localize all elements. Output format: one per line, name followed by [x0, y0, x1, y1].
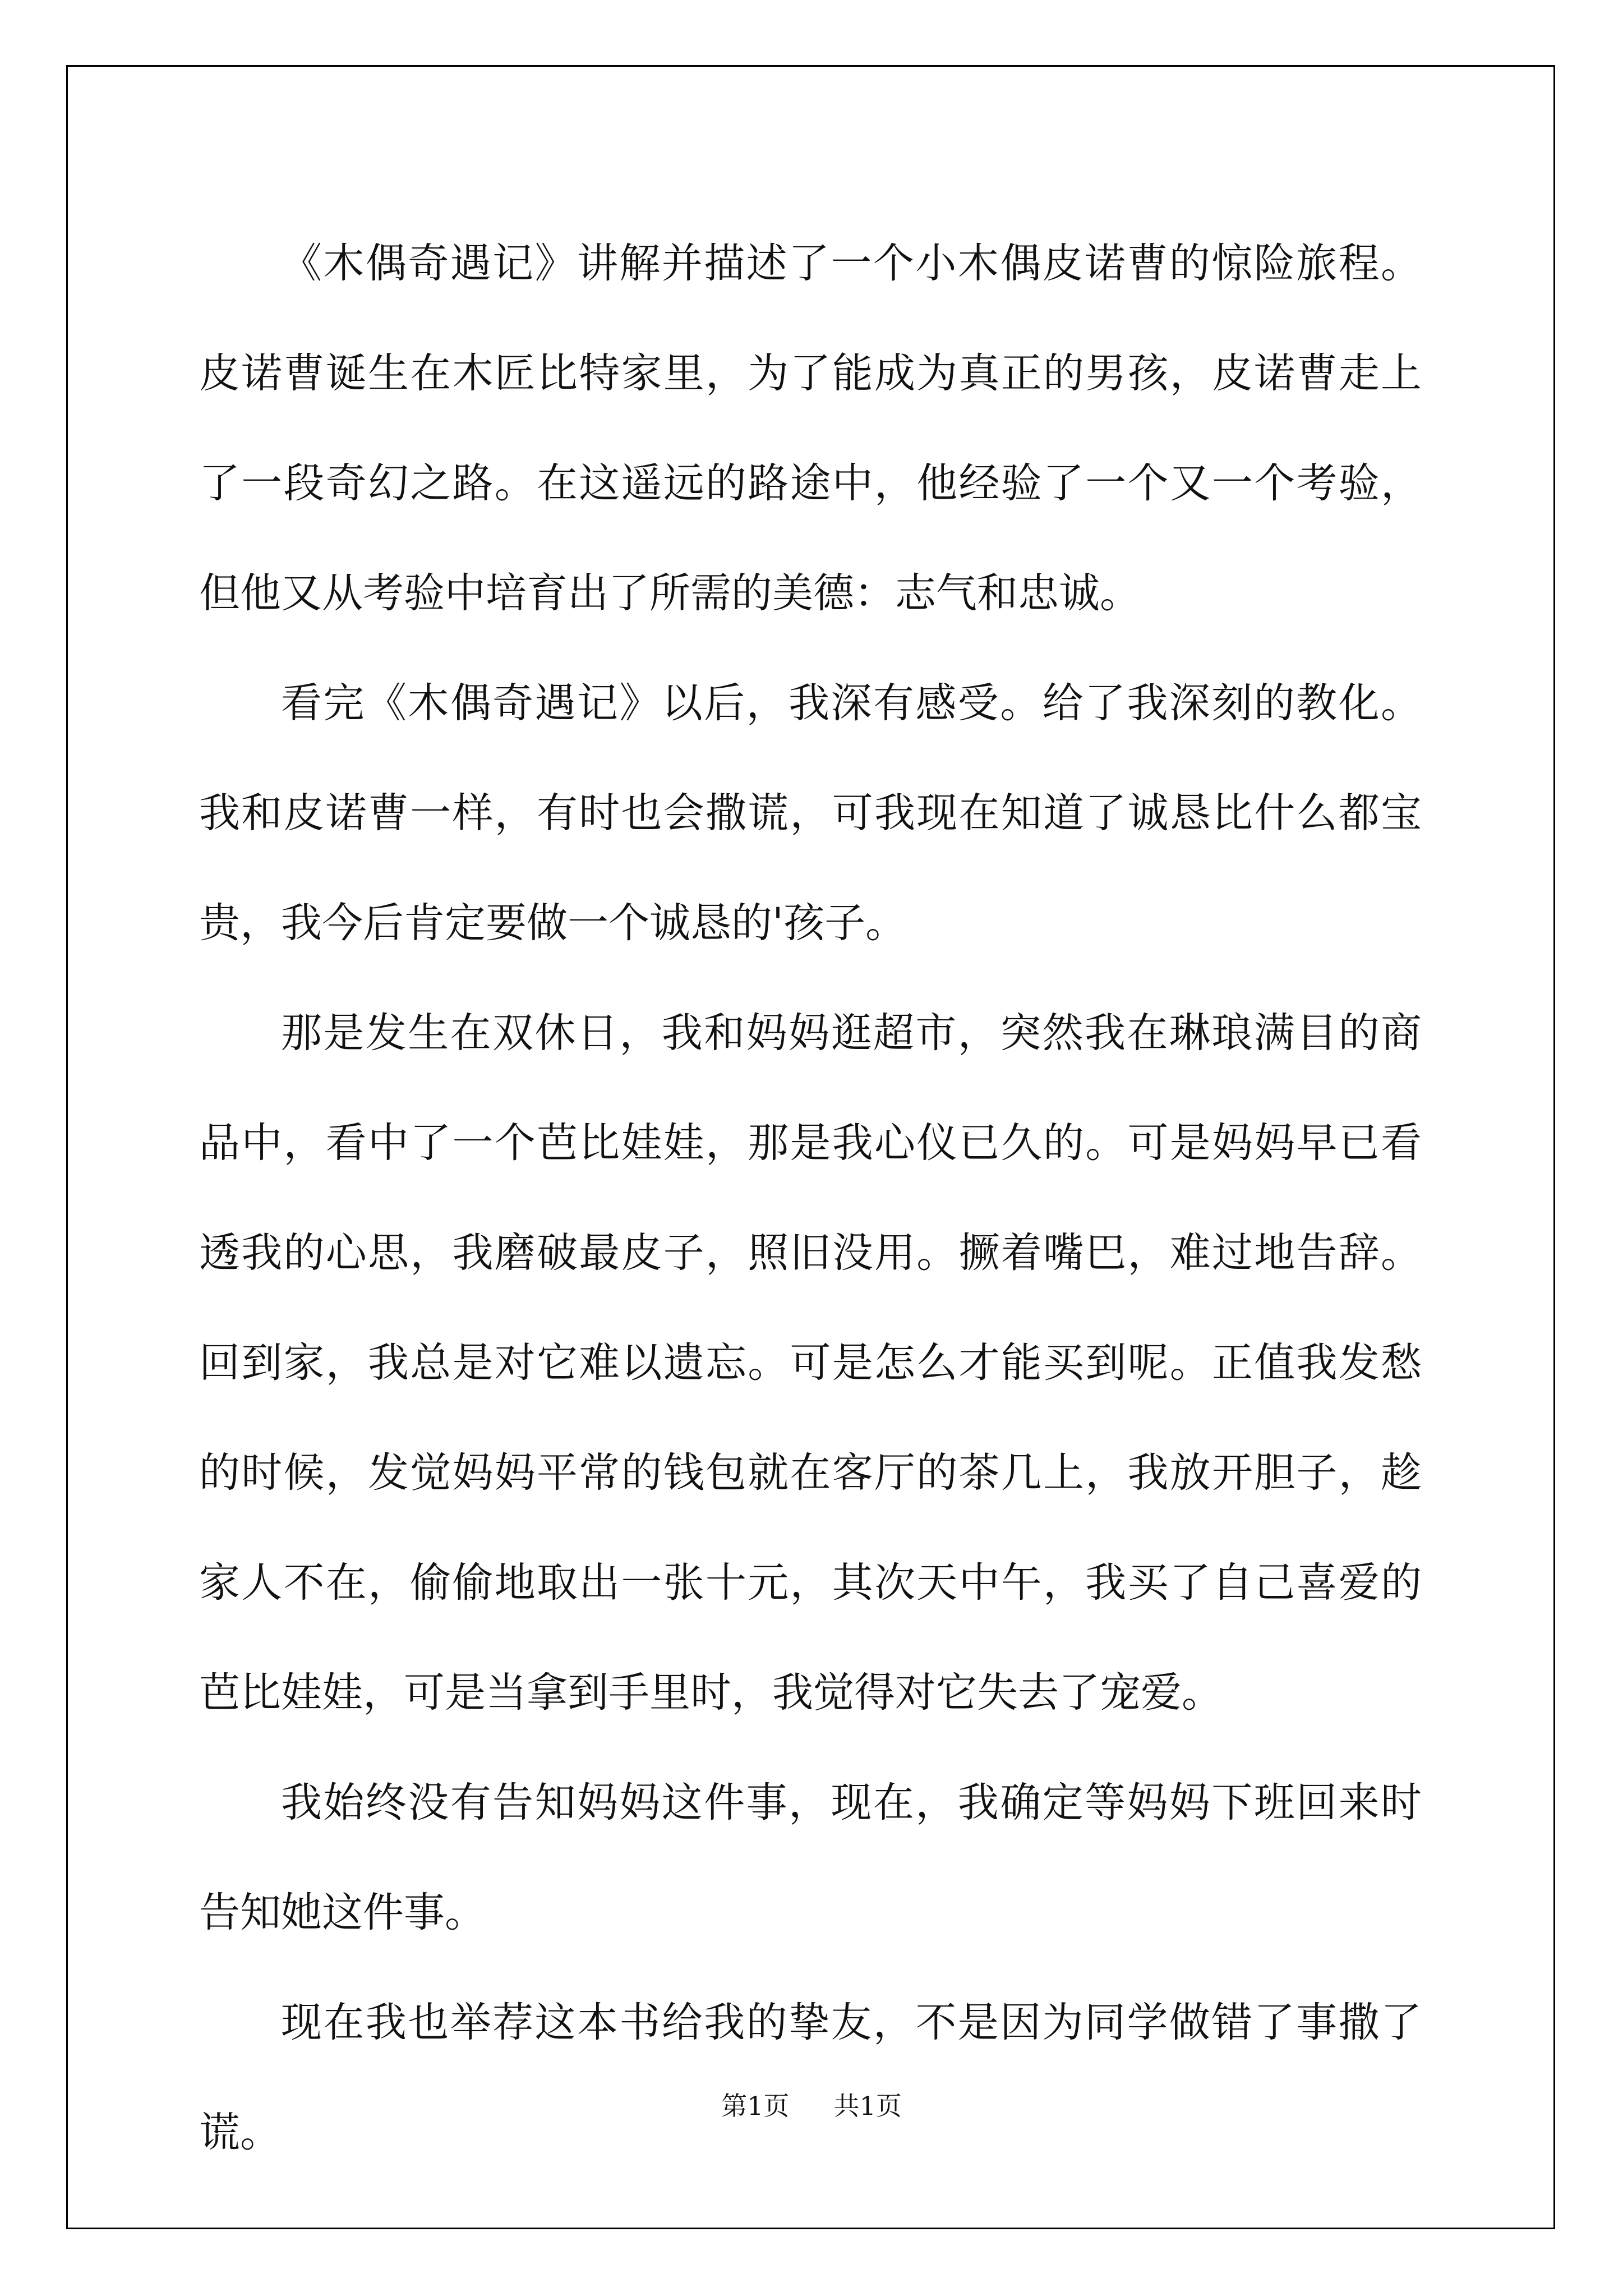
paragraph-1: 《木偶奇遇记》讲解并描述了一个小木偶皮诺曹的惊险旅程。皮诺曹诞生在木匠比特家里，为了能成为真正的男孩，皮诺曹走上了一段奇幻之路。在这遥远的路途中，他经验了一个又一个考验，但他又从考验中培育出了所需的美德：志气和忠诚。	[199, 240, 1422, 617]
document-body	[199, 209, 1422, 2188]
total-pages: 共1页	[833, 2091, 902, 2121]
paragraph-2: 看完《木偶奇遇记》以后，我深有感受。给了我深刻的教化。我和皮诺曹一样，有时也会撒谎，可我现在知道了诚恳比什么都宝贵，我今后肯定要做一个诚恳的'孩子。	[199, 679, 1422, 947]
paragraph-3: 那是发生在双休日，我和妈妈逛超市，突然我在琳琅满目的商品中，看中了一个芭比娃娃，那是我心仪已久的。可是妈妈早已看透我的心思，我磨破最皮子，照旧没用。撅着嘴巴，难过地告辞。回到家，我总是对它难以遗忘。可是怎么才能买到呢。正值我发愁的时候，发觉妈妈平常的钱包就在客厅的茶几上，我放开胆子，趁家人不在，偷偷地取出一张十元，其次天中午，我买了自己喜爱的芭比娃娃，可是当拿到手里时，我觉得对它失去了宠爱。	[199, 1009, 1422, 1717]
page-number: 第1页	[721, 2091, 790, 2121]
paragraph-4: 我始终没有告知妈妈这件事，现在，我确定等妈妈下班回来时告知她这件事。	[199, 1779, 1422, 1936]
paragraph-5: 现在我也举荐这本书给我的挚友，不是因为同学做错了事撒了谎。	[199, 1999, 1422, 2156]
page-footer	[0, 2086, 1623, 2123]
